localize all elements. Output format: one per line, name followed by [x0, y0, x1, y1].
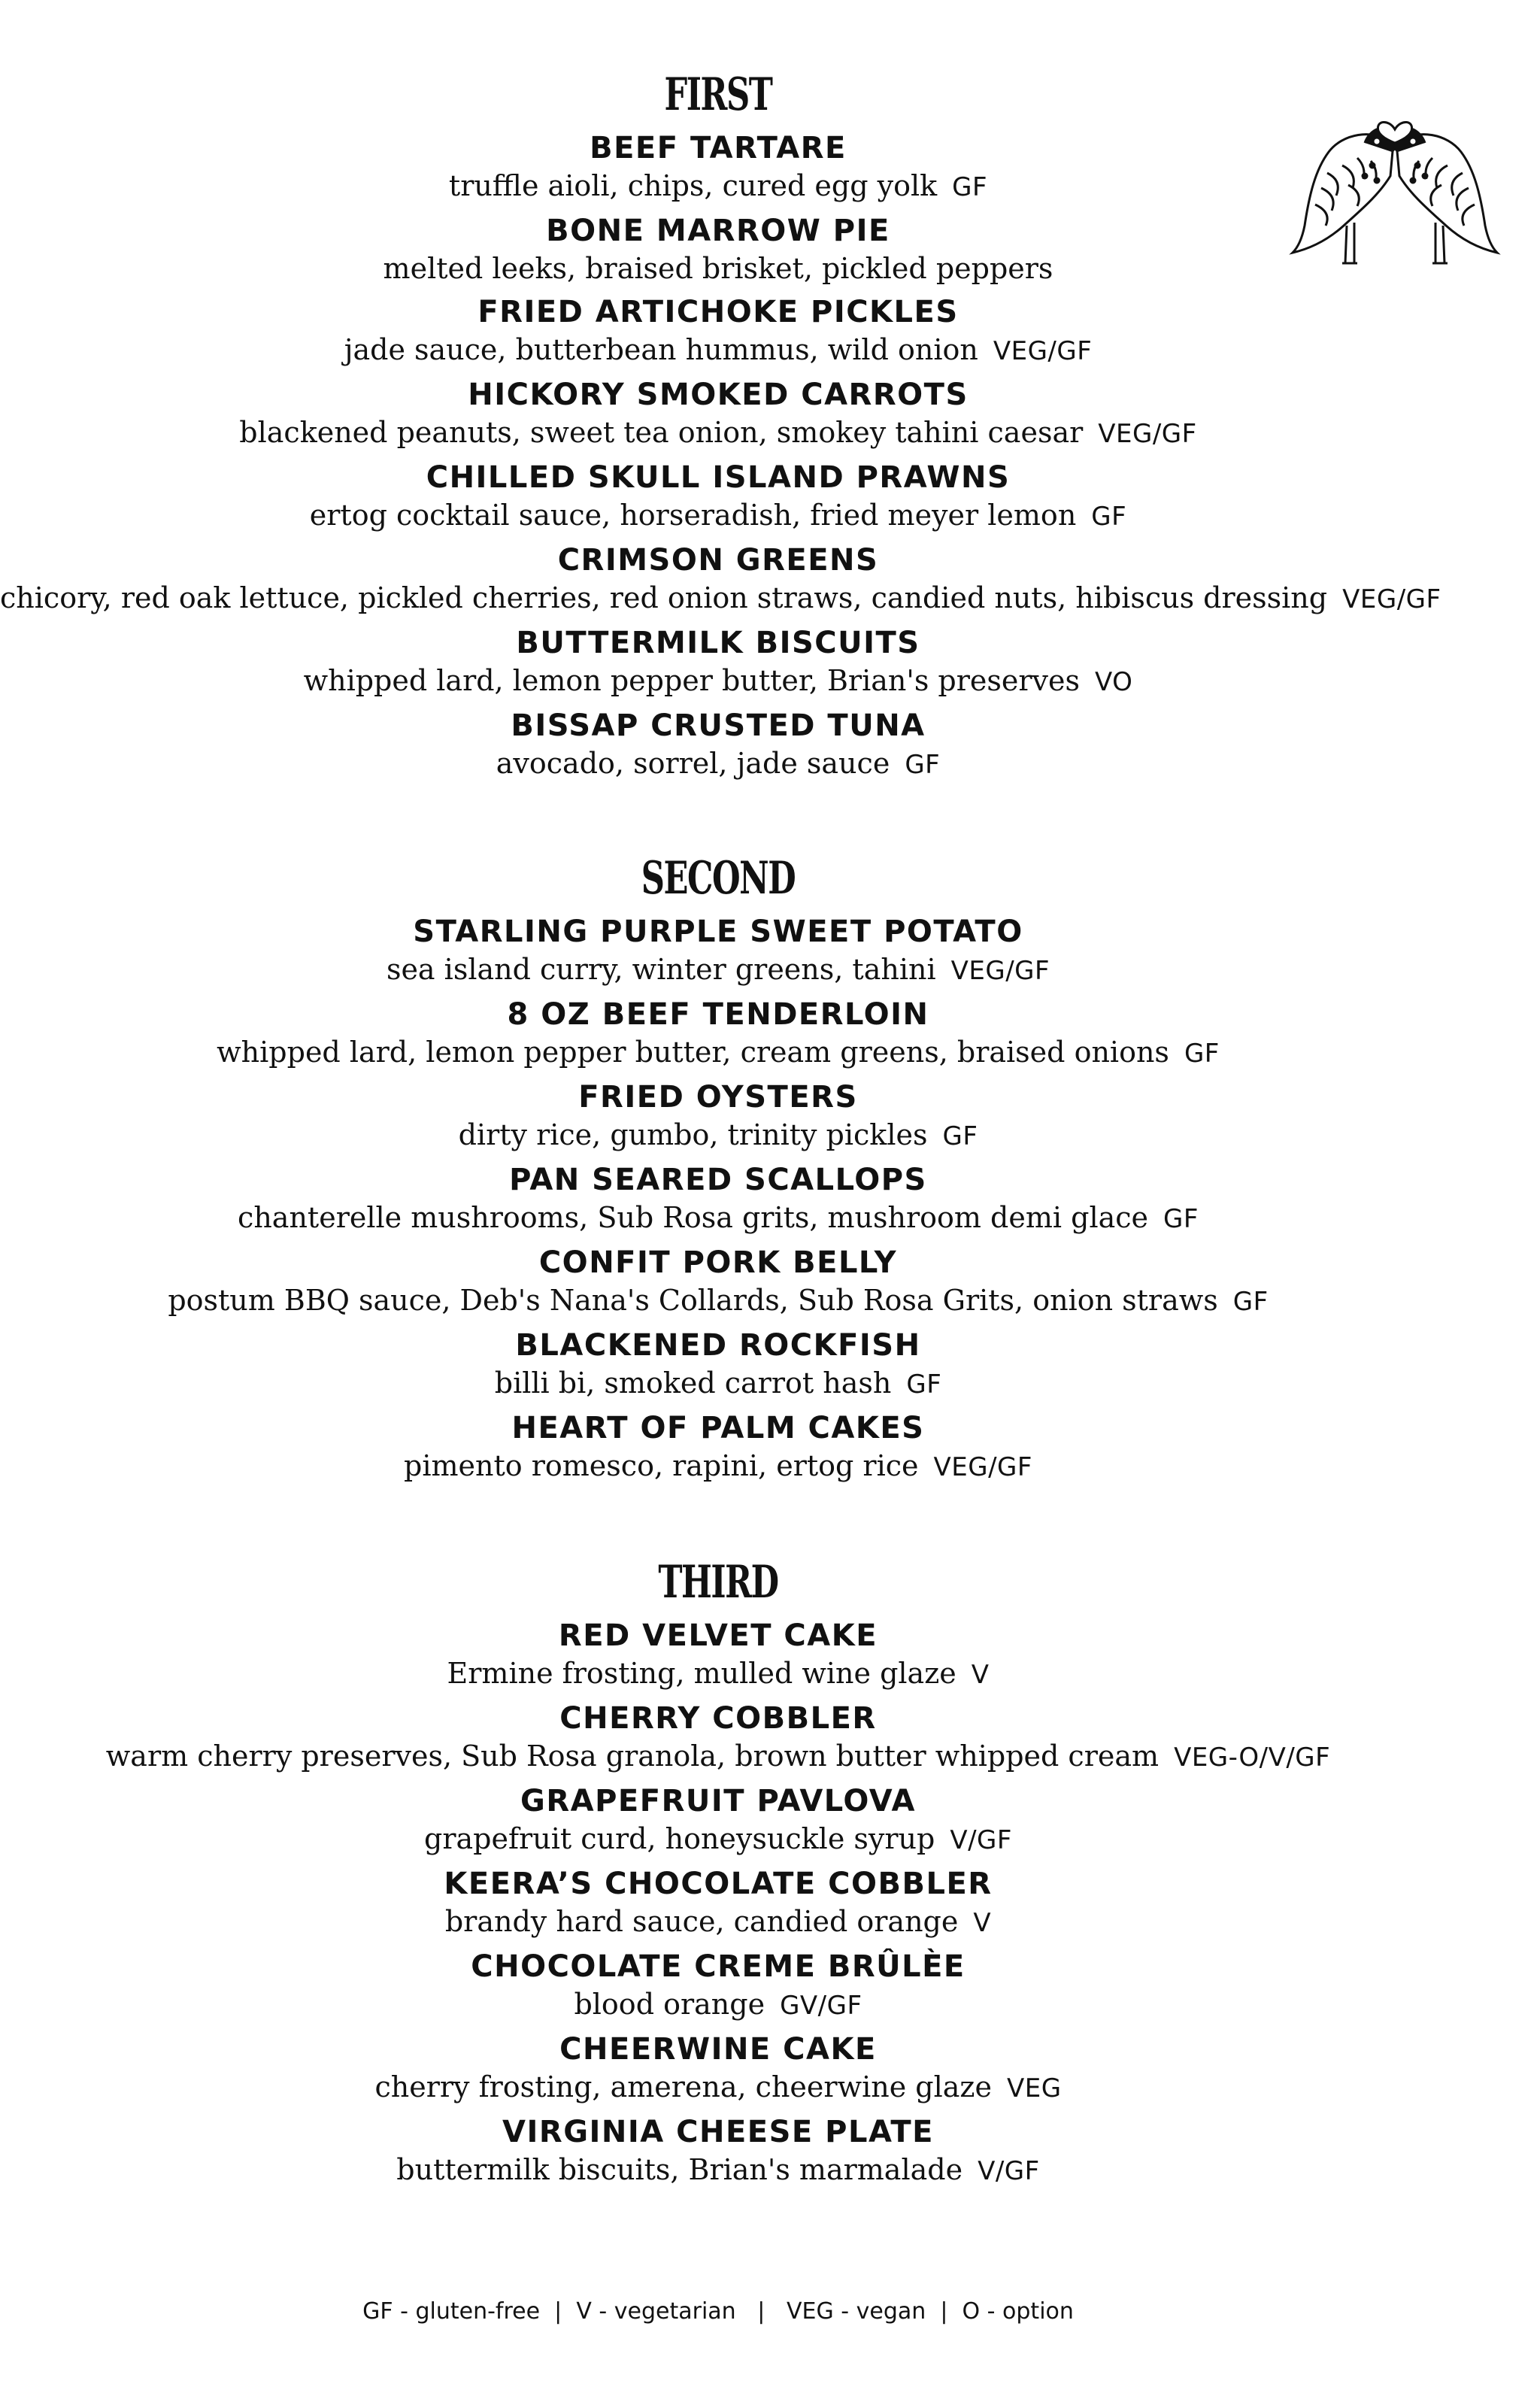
menu-item [0, 376, 1436, 453]
dish-ingredients: blackened peanuts, sweet tea onion, smokey tahini caesar [239, 416, 1084, 449]
menu-item [0, 996, 1436, 1072]
dish-ingredients: blood orange [574, 1988, 765, 2021]
dietary-tag: VEG-O/V/GF [1174, 1743, 1331, 1773]
dish-description [0, 250, 1436, 287]
dish-name: BONE MARROW PIE [546, 214, 890, 248]
dish-description [0, 1116, 1436, 1155]
dish-name: CHOCOLATE CREME BRÛLÈE [471, 1949, 966, 1984]
dish-name: CHERRY COBBLER [559, 1701, 877, 1736]
dish-ingredients: pimento romesco, rapini, ertog rice [404, 1449, 919, 1482]
dish-name: STARLING PURPLE SWEET POTATO [413, 914, 1023, 949]
menu-item [0, 541, 1441, 618]
dish-ingredients: chanterelle mushrooms, Sub Rosa grits, mushroom demi glace [238, 1201, 1149, 1234]
dish-ingredients: whipped lard, lemon pepper butter, Brian's preserves [303, 664, 1080, 697]
section-spacer [0, 790, 1436, 851]
dish-name: VIRGINIA CHEESE PLATE [502, 2115, 934, 2149]
dish-name: HICKORY SMOKED CARROTS [468, 378, 969, 412]
dish-description [0, 414, 1436, 453]
dish-description [0, 745, 1436, 784]
dish-ingredients: chicory, red oak lettuce, pickled cherries, red onion straws, candied nuts, hibiscus dressing [0, 581, 1328, 614]
dish-description [0, 1737, 1436, 1776]
menu-item [0, 1865, 1436, 1942]
dish-description [0, 1033, 1436, 1072]
dish-ingredients: buttermilk biscuits, Brian's marmalade [396, 2153, 963, 2186]
menu-item [0, 624, 1436, 701]
section-third [0, 1555, 1436, 2190]
dish-description [0, 662, 1436, 701]
dietary-tag: GF [1232, 1287, 1269, 1317]
section-title: THIRD [658, 1556, 778, 1609]
dish-description [0, 1820, 1436, 1859]
dish-description [0, 1281, 1436, 1321]
menu-item [0, 1244, 1436, 1321]
dietary-tag: GF [906, 1369, 942, 1400]
dietary-tag: VEG [1006, 2073, 1062, 2103]
dish-name: FRIED OYSTERS [578, 1080, 858, 1115]
dish-description [0, 2151, 1436, 2190]
dish-name: BLACKENED ROCKFISH [515, 1328, 921, 1363]
dish-name: BISSAP CRUSTED TUNA [511, 708, 926, 743]
dietary-tag: V/GF [950, 1825, 1012, 1855]
dietary-tag: VO [1094, 667, 1133, 697]
dish-name: RED VELVET CAKE [558, 1618, 878, 1653]
menu-item [0, 293, 1436, 370]
dietary-tag: VEG/GF [1098, 419, 1197, 449]
two-birds-icon [1282, 113, 1508, 278]
menu-item [0, 913, 1436, 990]
menu [0, 68, 1441, 2196]
dish-description [0, 579, 1441, 618]
dish-ingredients: avocado, sorrel, jade sauce [496, 747, 890, 780]
menu-item [0, 1161, 1436, 1238]
dish-name: BUTTERMILK BISCUITS [516, 626, 920, 660]
dish-ingredients: dirty rice, gumbo, trinity pickles [458, 1118, 928, 1151]
dish-name: KEERA’S CHOCOLATE COBBLER [444, 1867, 993, 1901]
dish-description [0, 1447, 1436, 1486]
dietary-tag: V [971, 1660, 990, 1690]
menu-item [0, 707, 1436, 784]
menu-item [0, 1700, 1436, 1776]
dish-ingredients: ertog cocktail sauce, horseradish, fried meyer lemon [309, 499, 1077, 532]
dietary-tag: V/GF [978, 2156, 1040, 2186]
section-title: SECOND [641, 852, 796, 905]
section-first [0, 68, 1441, 784]
dish-name: FRIED ARTICHOKE PICKLES [477, 295, 959, 329]
dietary-tag: VEG/GF [993, 336, 1093, 366]
menu-item [0, 2031, 1436, 2107]
dish-ingredients: cherry frosting, amerena, cheerwine glaze [374, 2070, 992, 2103]
section-second [0, 851, 1436, 1486]
dish-ingredients: grapefruit curd, honeysuckle syrup [424, 1822, 935, 1855]
dietary-tag: GF [1163, 1204, 1199, 1234]
menu-item [0, 2113, 1436, 2190]
dietary-legend: GF - gluten-free | V - vegetarian | VEG - vegan | O - option [362, 2298, 1074, 2325]
dish-ingredients: postum BBQ sauce, Deb's Nana's Collards, Sub Rosa Grits, onion straws [168, 1284, 1218, 1317]
menu-item [0, 129, 1436, 206]
dish-ingredients: truffle aioli, chips, cured egg yolk [448, 169, 938, 202]
section-spacer [0, 1492, 1436, 1555]
dish-name: PAN SEARED SCALLOPS [509, 1163, 927, 1197]
dish-ingredients: whipped lard, lemon pepper butter, cream greens, braised onions [217, 1036, 1169, 1069]
dietary-tag: GF [1091, 502, 1127, 532]
dietary-tag: GF [905, 750, 941, 780]
menu-item [0, 1078, 1436, 1155]
dietary-tag: GV/GF [780, 1991, 862, 2021]
dish-ingredients: warm cherry preserves, Sub Rosa granola, brown butter whipped cream [105, 1739, 1160, 1773]
dish-ingredients: billi bi, smoked carrot hash [494, 1366, 892, 1400]
dish-description [0, 331, 1436, 370]
dish-description [0, 1985, 1436, 2025]
dish-description [0, 2068, 1436, 2107]
dish-name: HEART OF PALM CAKES [511, 1411, 925, 1445]
dietary-tag: GF [942, 1121, 978, 1151]
dietary-tag: VEG/GF [950, 956, 1050, 986]
dietary-tag: GF [1184, 1039, 1220, 1069]
dish-description [0, 1199, 1436, 1238]
dietary-tag: VEG/GF [933, 1452, 1032, 1482]
dish-description [0, 1364, 1436, 1403]
dietary-tag: GF [952, 172, 988, 202]
dish-description [0, 496, 1436, 535]
menu-item [0, 1782, 1436, 1859]
dish-description [0, 1903, 1436, 1942]
dish-description [0, 167, 1436, 206]
menu-item [0, 459, 1436, 535]
menu-item [0, 212, 1436, 287]
dish-description [0, 1655, 1436, 1694]
menu-item [0, 1948, 1436, 2025]
dish-name: CHILLED SKULL ISLAND PRAWNS [426, 460, 1011, 495]
dish-name: 8 OZ BEEF TENDERLOIN [507, 997, 929, 1032]
dish-ingredients: jade sauce, butterbean hummus, wild onion [344, 333, 978, 366]
menu-item [0, 1409, 1436, 1486]
dish-ingredients: melted leeks, braised brisket, pickled peppers [383, 252, 1053, 285]
menu-item [0, 1617, 1436, 1694]
dish-ingredients: sea island curry, winter greens, tahini [386, 953, 936, 986]
dish-ingredients: brandy hard sauce, candied orange [444, 1905, 959, 1938]
section-title: FIRST [664, 68, 772, 121]
menu-item [0, 1327, 1436, 1403]
dish-description [0, 951, 1436, 990]
dish-ingredients: Ermine frosting, mulled wine glaze [447, 1657, 956, 1690]
dietary-tag: V [973, 1908, 992, 1938]
dish-name: GRAPEFRUIT PAVLOVA [520, 1784, 916, 1818]
dish-name: BEEF TARTARE [590, 131, 847, 165]
dish-name: CRIMSON GREENS [557, 543, 879, 578]
dietary-tag: VEG/GF [1342, 584, 1441, 614]
dish-name: CONFIT PORK BELLY [538, 1245, 898, 1280]
dish-name: CHEERWINE CAKE [559, 2032, 877, 2067]
